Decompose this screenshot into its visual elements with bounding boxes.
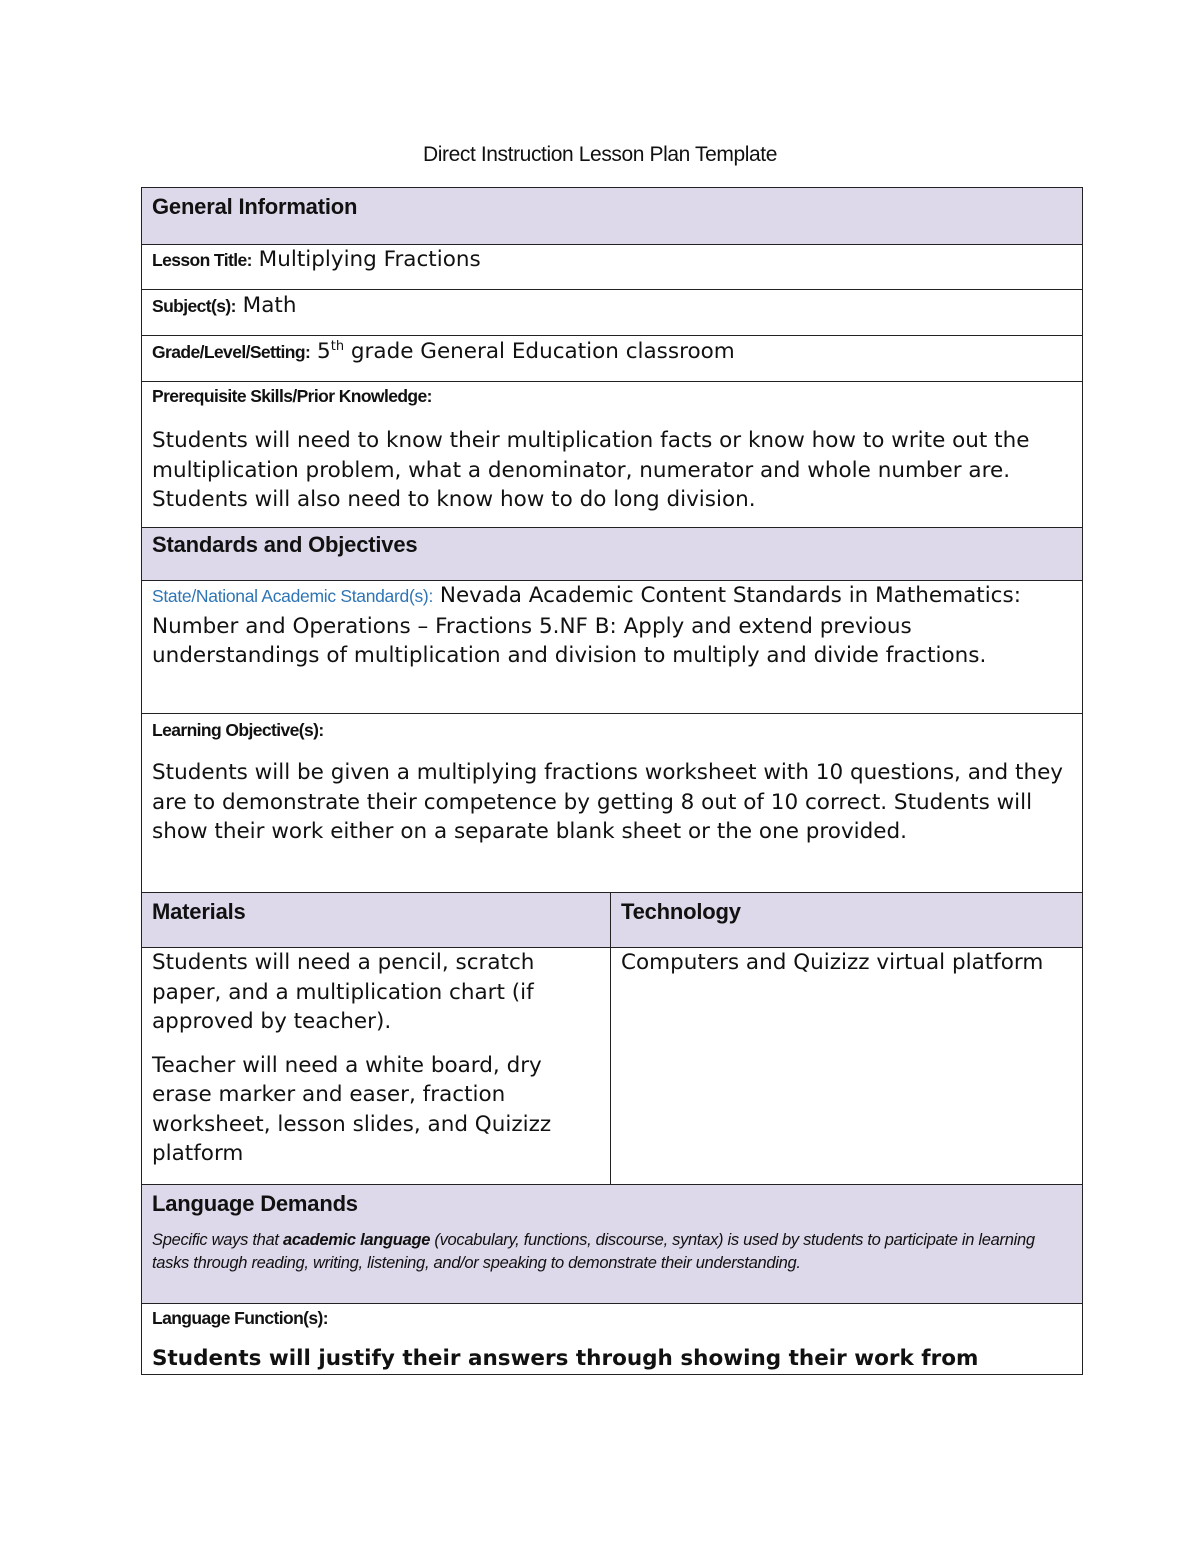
standard-text: Nevada Academic Content Standards in Mathematics: Number and Operations – Fractions 5.NF B: Apply and extend previous understandings of multiplication and division to multiply and divide fractions. <box>152 583 1021 668</box>
lesson-title-row <box>142 245 1083 290</box>
grade-label: Grade/Level/Setting: <box>152 342 311 362</box>
objective-row <box>142 714 1083 893</box>
standards-header-row <box>142 528 1083 581</box>
lesson-title-label: Lesson Title: <box>152 250 252 270</box>
language-desc-part1: Specific ways that <box>152 1230 279 1249</box>
language-heading: Language Demands <box>152 1191 358 1216</box>
materials-students-text: Students will need a pencil, scratch paper, and a multiplication chart (if approved by teacher). <box>152 950 535 1034</box>
general-info-heading: General Information <box>152 194 358 219</box>
prereq-text: Students will need to know their multiplication facts or know how to write out the multiplication problem, what a denominator, numerator and whole number are. Students will also need to know how to do long division. <box>152 428 1030 512</box>
language-header-row <box>142 1185 1083 1304</box>
prereq-label: Prerequisite Skills/Prior Knowledge: <box>152 386 432 406</box>
language-description <box>152 1229 1072 1275</box>
subjects-row <box>142 290 1083 336</box>
grade-superscript: th <box>330 338 345 354</box>
grade-number: 5 <box>317 339 331 364</box>
technology-text: Computers and Quizizz virtual platform <box>621 950 1044 975</box>
language-function-row <box>142 1304 1083 1375</box>
standard-label: State/National Academic Standard(s): <box>152 586 434 606</box>
materials-technology-row <box>142 948 1083 1185</box>
objective-text: Students will be given a multiplying fractions worksheet with 10 questions, and they are to demonstrate their competence by getting 8 out of 10 correct. Students will show their work either on a separate blank sheet or the one provided. <box>152 760 1064 844</box>
materials-teacher-text: Teacher will need a white board, dry erase marker and easer, fraction worksheet, lesson slides, and Quizizz platform <box>152 1052 552 1166</box>
grade-value: grade General Education classroom <box>350 339 735 364</box>
document-title: Direct Instruction Lesson Plan Template <box>422 143 778 166</box>
subjects-value: Math <box>242 293 297 318</box>
standards-heading: Standards and Objectives <box>152 532 418 557</box>
subjects-label: Subject(s): <box>152 296 236 316</box>
technology-heading: Technology <box>621 899 741 924</box>
lesson-title-value: Multiplying Fractions <box>258 247 481 272</box>
materials-technology-header-row <box>142 893 1083 948</box>
materials-heading: Materials <box>152 899 246 924</box>
grade-row <box>142 336 1083 382</box>
language-function-text: Students will justify their answers through showing their work from <box>152 1346 979 1371</box>
language-function-label: Language Function(s): <box>152 1308 328 1328</box>
language-desc-part2: (vocabulary, functions, discourse, syntax) is used by students to participate in learning tasks through reading, writing, listening, and/or speaking to demonstrate their understanding. <box>152 1230 1035 1272</box>
objective-label: Learning Objective(s): <box>152 720 324 740</box>
language-desc-bold: academic language <box>282 1230 431 1249</box>
prereq-row <box>142 382 1083 528</box>
lesson-plan-table <box>141 187 1083 1375</box>
standard-row <box>142 581 1083 714</box>
general-info-header-row <box>142 188 1083 245</box>
